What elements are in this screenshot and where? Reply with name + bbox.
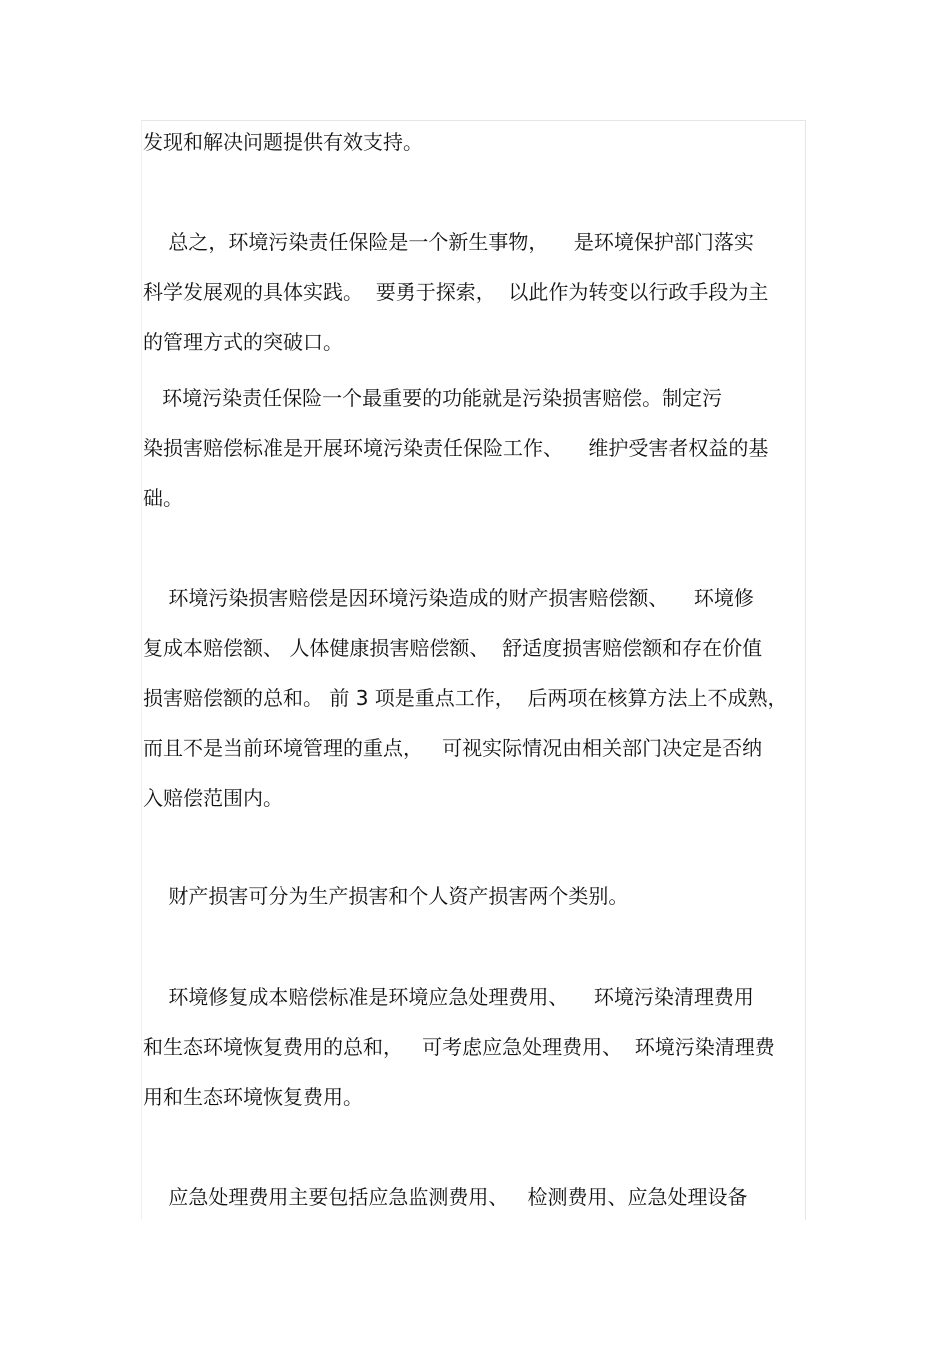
- text-line: 的管理方式的突破口。: [143, 330, 343, 354]
- text-line: 损害赔偿额的总和。 前 3 项是重点工作， 后两项在核算方法上不成熟，: [143, 686, 788, 710]
- text-line: 础。: [143, 486, 183, 510]
- text-line: 染损害赔偿标准是开展环境污染责任保险工作、 维护受害者权益的基: [143, 436, 769, 460]
- text-line: 科学发展观的具体实践。 要勇于探索， 以此作为转变以行政手段为主: [143, 280, 769, 304]
- text-line: 环境污染责任保险一个最重要的功能就是污染损害赔偿。制定污: [143, 386, 723, 410]
- text-line: 总之，环境污染责任保险是一个新生事物， 是环境保护部门落实: [143, 230, 754, 254]
- text-line: 发现和解决问题提供有效支持。: [143, 130, 423, 154]
- text-line: 入赔偿范围内。: [143, 786, 283, 810]
- text-line: 应急处理费用主要包括应急监测费用、 检测费用、应急处理设备: [143, 1185, 748, 1209]
- text-line: 财产损害可分为生产损害和个人资产损害两个类别。: [143, 884, 629, 908]
- text-line: 复成本赔偿额、 人体健康损害赔偿额、 舒适度损害赔偿额和存在价值: [143, 636, 763, 660]
- text-line: 环境污染损害赔偿是因环境污染造成的财产损害赔偿额、 环境修: [143, 586, 754, 610]
- text-line: 和生态环境恢复费用的总和， 可考虑应急处理费用、 环境污染清理费: [143, 1035, 775, 1059]
- text-line: 环境修复成本赔偿标准是环境应急处理费用、 环境污染清理费用: [143, 985, 754, 1009]
- text-line: 而且不是当前环境管理的重点， 可视实际情况由相关部门决定是否纳: [143, 736, 763, 760]
- text-line: 用和生态环境恢复费用。: [143, 1085, 363, 1109]
